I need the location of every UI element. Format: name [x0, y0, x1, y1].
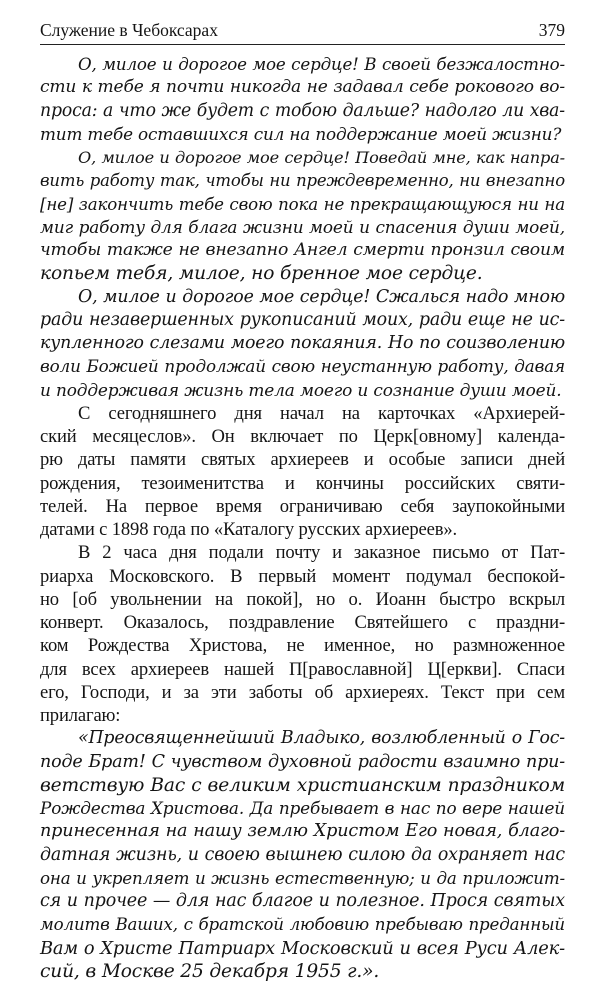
text-line: сти к тебе я почти никогда не задавал себе рокового во-	[40, 77, 565, 98]
text-line: [не] закончить тебе свою пока не прекращающуюся ни на	[40, 194, 565, 214]
text-line: сий, в Москве 25 декабря 1955 г.».	[40, 960, 380, 982]
text-line: С сегодняшнего дня начал на карточках «Архиерей-	[78, 402, 565, 424]
text-line: датная жизнь, и своею вышнею силою да охраняет нас	[40, 844, 565, 865]
text-line: телей. На первое время ограничиваю себя заупокойными	[40, 495, 565, 517]
text-line: датами с 1898 года по «Каталогу русских архиереев».	[40, 519, 457, 540]
text-line: проса: а что же будет с тобою дальше? надолго ли хва-	[40, 100, 565, 121]
text-line: О, милое и дорогое мое сердце! В своей безжалостно-	[78, 55, 565, 74]
text-line: Вам о Христе Патриарх Московский и всея Руси Алек-	[40, 937, 565, 959]
text-line: рю даты памяти святых архиереев и особые записи дней	[40, 449, 565, 471]
text-line: для всех архиереев нашей П[равославной] Ц[еркви]. Спаси	[40, 658, 565, 680]
text-line: В 2 часа дня подали почту и заказное письмо от Пат-	[78, 542, 565, 564]
header-rule	[40, 44, 565, 45]
page-body	[40, 53, 565, 983]
text-line: и поддерживая жизнь тела моего и сознание души моей.	[40, 379, 562, 400]
paragraph-menologion	[40, 402, 565, 542]
text-line: ради незавершенных рукописаний моих, ради еще не ис-	[40, 309, 565, 330]
text-line: вить работу так, чтобы ни преждевременно, ни внезапно	[40, 171, 565, 191]
text-line: «Преосвященнейший Владыко, возлюбленный о Гос-	[78, 728, 565, 749]
text-line: но [об увольнении на покой], но о. Иоанн быстро вскрыл	[40, 588, 565, 610]
text-line: копьем тебя, милое, но бренное мое сердце.	[40, 263, 483, 285]
text-line: О, милое и дорогое мое сердце! Поведай мне, как напра-	[78, 148, 565, 167]
text-line: ся и прочее — для нас благое и полезное. Прося святых	[40, 891, 565, 911]
running-header	[40, 20, 565, 44]
running-title: Служение в Чебоксарах	[40, 20, 218, 40]
text-line: прилагаю:	[40, 705, 121, 726]
paragraph-heart-plea-2	[40, 146, 565, 286]
paragraph-quoted-greeting	[40, 727, 565, 983]
text-line: принесенная на нашу землю Христом Его новая, благо-	[40, 821, 565, 842]
text-line: ветствую Вас с великим христианским праздником	[40, 774, 565, 796]
paragraph-heart-plea-3	[40, 286, 565, 402]
text-line: Рождества Христова. Да пребывает в нас по вере нашей	[40, 798, 565, 818]
text-line: купленного слезами моего покаяния. Но по соизволению	[40, 333, 565, 353]
text-line: рождения, тезоименитства и кончины российских святи-	[40, 472, 565, 494]
page-number: 379	[538, 20, 565, 40]
text-line: воли Божией продолжай свою неустанную работу, давая	[40, 356, 565, 377]
text-line: риарха Московского. В первый момент подумал беспокой-	[40, 565, 565, 587]
text-line: чтобы также не внезапно Ангел смерти пронзил своим	[40, 240, 565, 260]
paragraph-patriarch-letter	[40, 541, 565, 727]
text-line: его, Господи, и за эти заботы об архиереях. Текст при сем	[40, 681, 565, 703]
text-line: молитв Ваших, с братской любовию пребываю преданный	[40, 915, 565, 935]
paragraph-heart-plea-1	[40, 53, 565, 146]
text-line: поде Брат! С чувством духовной радости взаимно при-	[40, 751, 565, 772]
text-line: конверт. Оказалось, поздравление Святейшего с праздни-	[40, 612, 565, 633]
text-line: ский месяцеслов». Он включает по Церк[овному] календа-	[40, 426, 565, 447]
text-line: тит тебе оставшихся сил на поддержание моей жизни?	[40, 123, 562, 144]
text-line: ком Рождества Христова, не именное, но размноженное	[40, 635, 565, 657]
text-line: она и укрепляет и жизнь естественную; и да приложит-	[40, 867, 565, 888]
text-line: миг работу для блага жизни моей и спасения души моей,	[40, 216, 565, 237]
text-line: О, милое и дорогое мое сердце! Сжалься надо мною	[78, 286, 565, 307]
